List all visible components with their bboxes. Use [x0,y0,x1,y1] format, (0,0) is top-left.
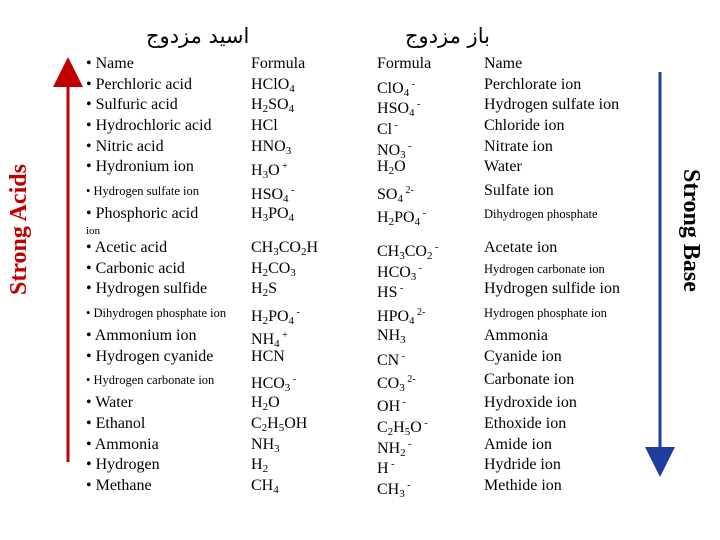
formula-cell: $CH_3CO_2H$ [251,238,319,258]
formula-cell: $CH_3$ - [377,480,411,500]
formula-cell: $NH_3$ [377,326,406,346]
formula-cell: HClO$_4$ [251,75,295,95]
name-cell: • Hydronium ion [86,158,194,176]
formula-cell: $HNO_3$ [251,137,292,157]
formula-cell: $CH_4$ [251,477,279,496]
name-cell: • Methane [86,477,152,494]
formula-cell: ClO$_4$ - [377,78,416,99]
formula-cell: $C_2H_5OH$ [251,414,308,434]
name-cell: • Name [86,55,134,72]
name-cell: • Phosphoric acid [86,205,199,223]
formula-cell: $NO_3$ - [377,140,412,161]
formula-cell: $H_2O$ [377,158,406,178]
name-cell: Hydrogen sulfate ion [484,96,620,114]
formula-cell: $HSO_4$ - [377,99,421,120]
name-cell: Methide ion [484,477,562,494]
name-cell [484,225,620,238]
formula-cell: $H_2SO_4$ [251,96,295,116]
name-cell: Hydroxide ion [484,394,577,412]
formula-cell: HCl [251,117,278,135]
name-cell: Nitrate ion [484,137,553,155]
formula-cell: $H_2O$ [251,394,280,414]
formula-cell [377,225,438,238]
name-cell: • Water [86,394,134,412]
name-cell: Ethoxide ion [484,414,567,432]
name-cell: Chloride ion [484,117,565,135]
formula-cell: $C_2H_5O$ - [377,417,428,438]
formula-cell: $HCO_3$ - [251,374,297,395]
name-cell: • Hydrogen carbonate ion [86,373,215,388]
formula-cell: $H_2CO_3$ [251,259,296,279]
formula-cell: $H_3PO_4$ [251,205,295,225]
formula-cell [251,225,318,238]
formula-cell: $HCO_3$ - [377,262,423,283]
formula-cell: Cl - [377,120,398,139]
acid-name-column [86,54,226,497]
formula-cell: $HPO_4$ $^{2-}$ [377,306,426,327]
formula-cell: H - [377,459,395,478]
name-cell: Carbonate ion [484,371,575,389]
name-cell: • Ammonia [86,435,159,453]
name-cell: • Hydrogen cyanide [86,347,214,365]
name-cell: Cyanide ion [484,347,562,365]
formula-cell: Formula [377,55,432,72]
strong-acids-label: Strong Acids [6,164,32,296]
formula-cell: HCN [251,347,285,365]
name-cell: Hydrogen sulfide ion [484,280,620,298]
name-cell: Sulfate ion [484,182,554,200]
name-cell: Hydrogen phosphate ion [484,305,607,320]
formula-cell: Formula [251,55,306,72]
name-cell: • Perchloric acid [86,75,192,93]
formula-cell: $CH_3CO_2$ - [377,241,439,262]
formula-cell: $NH_3$ [251,435,280,455]
name-cell: • Nitric acid [86,137,164,155]
name-cell: • Dihydrogen phosphate ion [86,305,227,320]
base-name-column [484,54,620,497]
formula-cell: $HSO_4$ - [251,185,295,206]
formula-cell: $H_2PO_4$ - [251,306,300,327]
conjugate-base-header: باز مزدوج [405,24,490,48]
name-cell: ion [86,224,101,237]
formula-cell: $H_2PO_4$ - [377,208,426,229]
conjugate-acid-header: اسید مزدوج [146,24,250,48]
name-cell: • Hydrogen sulfate ion [86,184,200,199]
name-cell: Name [484,55,523,72]
formula-cell: $H_2S$ [251,280,277,300]
name-cell: • Acetic acid [86,238,168,256]
name-cell: Ammonia [484,326,548,344]
acid-formula-column [251,54,318,497]
name-cell: • Ethanol [86,414,146,432]
formula-cell: OH - [377,397,406,416]
name-cell: • Hydrogen [86,456,160,474]
strong-base-label: Strong Base [678,168,704,292]
name-cell: • Hydrogen sulfide [86,280,208,298]
formula-cell: HS - [377,283,404,302]
formula-cell: $H_3O$ + [251,161,288,182]
name-cell: • Ammonium ion [86,326,197,344]
name-cell: Amide ion [484,435,552,453]
name-cell: • Carbonic acid [86,259,185,277]
name-cell: Water [484,158,522,176]
formula-cell: $CO_3$ $^{2-}$ [377,374,416,395]
formula-cell: $NH_4$ + [251,329,288,350]
name-cell: Dihydrogen phosphate [484,207,598,222]
base-formula-column [377,54,439,500]
formula-cell: $NH_2$ - [377,438,412,459]
name-cell: Hydrogen carbonate ion [484,261,605,276]
name-cell: Hydride ion [484,456,561,474]
name-cell: Acetate ion [484,238,558,256]
formula-cell: CN - [377,350,406,369]
formula-cell: $H_2$ [251,456,269,476]
formula-cell: $SO_4$ $^{2-}$ [377,185,414,206]
name-cell: Perchlorate ion [484,75,582,93]
name-cell: • Hydrochloric acid [86,117,212,135]
name-cell: • Sulfuric acid [86,96,178,114]
